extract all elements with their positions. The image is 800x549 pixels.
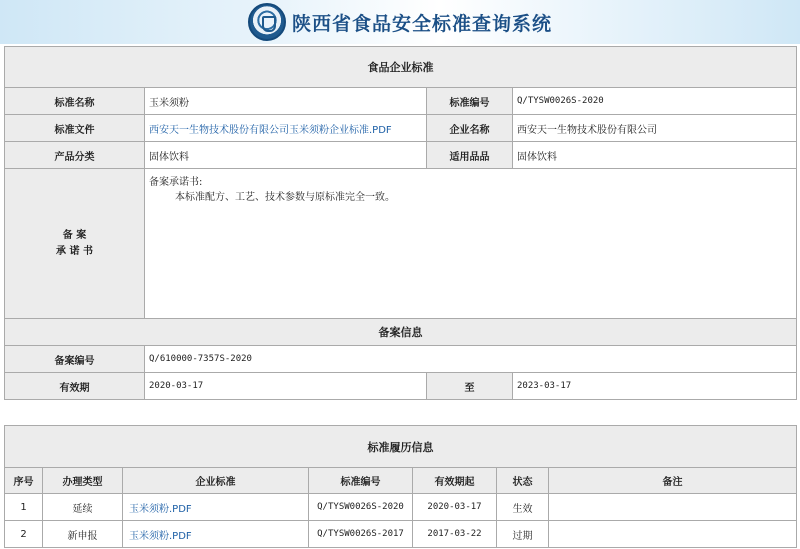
filing-number-value: Q/610000-7357S-2020: [145, 346, 797, 373]
standard-number-label: 标准编号: [427, 88, 513, 115]
col-header-type: 办理类型: [43, 468, 123, 494]
site-banner: [0, 0, 800, 44]
col-header-status: 状态: [497, 468, 549, 494]
valid-from-value: 2020-03-17: [145, 373, 427, 400]
standard-name-value: 玉米须粉: [145, 88, 427, 115]
history-section-title: 标准履历信息: [5, 426, 797, 468]
row-note: [549, 494, 797, 521]
row-index: 1: [5, 494, 43, 521]
site-title: 陕西省食品安全标准查询系统: [292, 12, 553, 35]
row-number: Q/TYSW0026S-2020: [309, 494, 413, 521]
col-header-index: 序号: [5, 468, 43, 494]
provincial-seal-icon: [248, 3, 286, 41]
applicable-product-label: 适用品品: [427, 142, 513, 169]
company-name-label: 企业名称: [427, 115, 513, 142]
commitment-label: [5, 169, 145, 319]
row-status: 生效: [497, 494, 549, 521]
table-row: [5, 494, 797, 521]
row-start: 2017-03-22: [413, 521, 497, 548]
col-header-number: 标准编号: [309, 468, 413, 494]
product-category-label: 产品分类: [5, 142, 145, 169]
standard-number-value: Q/TYSW0026S-2020: [513, 88, 797, 115]
standard-file-link[interactable]: 西安天一生物技术股份有限公司玉米须粉企业标准.PDF: [145, 115, 427, 142]
site-header: [248, 4, 552, 40]
commitment-label-line2: 承 诺 书: [56, 245, 93, 257]
standard-file-label: 标准文件: [5, 115, 145, 142]
col-header-note: 备注: [549, 468, 797, 494]
commitment-heading: 备案承诺书:: [149, 177, 203, 188]
standard-name-label: 标准名称: [5, 88, 145, 115]
commitment-body: 本标准配方、工艺、技术参数与原标准完全一致。: [175, 192, 395, 203]
row-status: 过期: [497, 521, 549, 548]
row-file-link[interactable]: 玉米须粉.PDF: [123, 521, 309, 548]
commitment-label-line1: 备 案: [62, 229, 87, 241]
table-row: [5, 521, 797, 548]
validity-label: 有效期: [5, 373, 145, 400]
standard-section-title: 食品企业标准: [5, 47, 797, 88]
company-name-value: 西安天一生物技术股份有限公司: [513, 115, 797, 142]
row-note: [549, 521, 797, 548]
filing-number-label: 备案编号: [5, 346, 145, 373]
row-number: Q/TYSW0026S-2017: [309, 521, 413, 548]
history-header-row: [5, 468, 797, 494]
product-category-value: 固体饮料: [145, 142, 427, 169]
row-type: 延续: [43, 494, 123, 521]
row-index: 2: [5, 521, 43, 548]
valid-to-value: 2023-03-17: [513, 373, 797, 400]
validity-to-label: 至: [427, 373, 513, 400]
standard-detail-table: [4, 46, 797, 400]
commitment-content: [145, 169, 797, 319]
col-header-file: 企业标准: [123, 468, 309, 494]
applicable-product-value: 固体饮料: [513, 142, 797, 169]
history-table: [4, 425, 797, 548]
row-start: 2020-03-17: [413, 494, 497, 521]
filing-section-title: 备案信息: [5, 319, 797, 346]
row-file-link[interactable]: 玉米须粉.PDF: [123, 494, 309, 521]
row-type: 新申报: [43, 521, 123, 548]
col-header-start: 有效期起: [413, 468, 497, 494]
